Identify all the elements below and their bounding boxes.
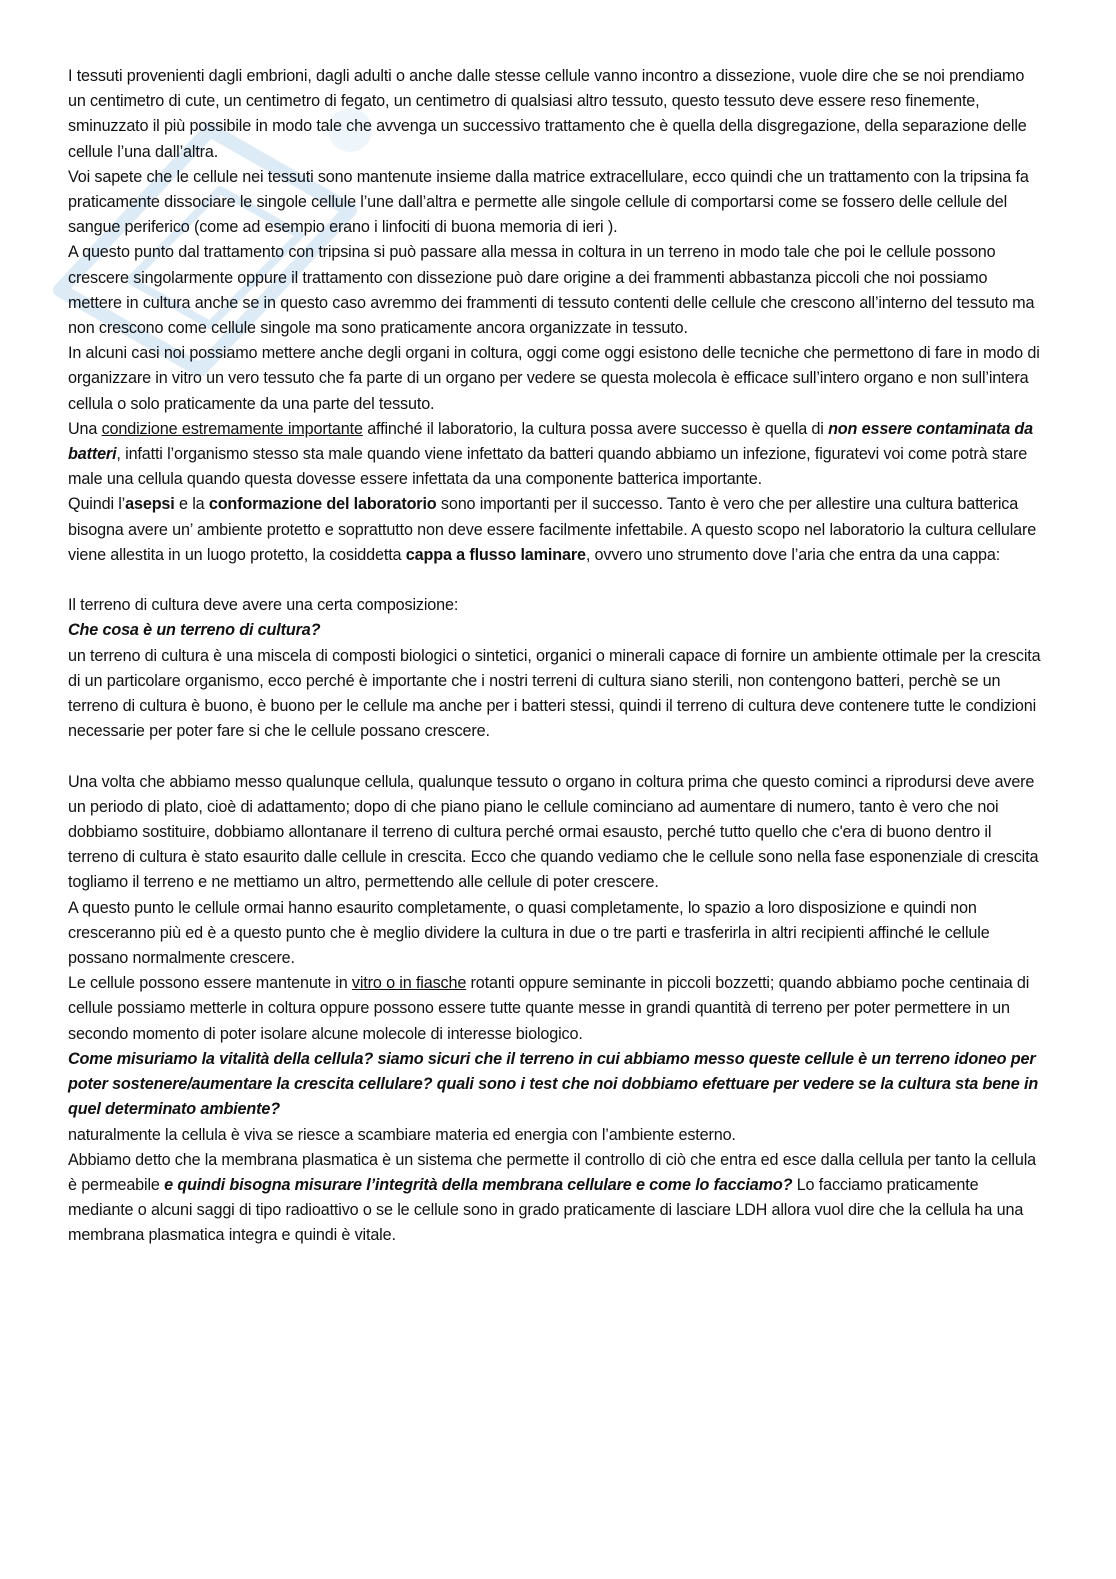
text-run: , infatti l’organismo stesso sta male quando viene infettato da batteri quando abbiamo un infezione, figuratevi voi come potrà stare male una cellula quando questa dovesse essere infettata da una componente batterica importante. xyxy=(68,445,1028,489)
paragraph-dissezione xyxy=(68,64,1044,165)
paragraph-fiasche xyxy=(68,971,1044,1047)
paragraph-domanda-vitalita xyxy=(68,1047,1044,1123)
underlined-text-run: vitro o in fiasche xyxy=(351,974,467,993)
text-run: Abbiamo detto che la membrana plasmatica è un sistema che permette il controllo di ciò che entra ed esce dalla cellula per tanto la cellula è permeabile xyxy=(68,1150,1037,1194)
text-run: Le cellule possono essere mantenute in xyxy=(68,974,352,993)
paragraph-composizione xyxy=(68,593,1044,618)
text-run: un terreno di cultura è una miscela di composti biologici o sintetici, organici o minerali capace di fornire un ambiente ottimale per la crescita di un particolare organismo, ecco perché è importante che i nostri terreni di cultura siano sterili, non contengono batteri, perchè se un terreno di cultura è buono, è buono per le cellule ma anche per i batteri stessi, quindi il terreno di cultura deve contenere tutte le condizioni necessarie per poter fare si che le cellule possano crescere. xyxy=(68,646,1041,741)
text-run: sono importanti per il successo. Tanto è vero che per allestire una cultura batterica bisogna avere un’ ambiente protetto e soprattutto non deve essere facilmente infettabile. A questo scopo nel laboratorio la cultura cellulare viene allestita in un luogo protetto, la cosiddetta xyxy=(68,495,1037,564)
text-run: A questo punto le cellule ormai hanno esaurito completamente, o quasi completamente, lo spazio a loro disposizione e quindi non cresceranno più ed è a questo punto che è meglio dividere la cultura in due o tre parti e trasferirla in altri recipienti affinché le cellule possano normalmente crescere. xyxy=(68,898,990,968)
text-run: Quindi l’ xyxy=(68,495,126,514)
paragraph-matrice xyxy=(68,165,1044,241)
paragraph-spacer xyxy=(68,568,1044,593)
paragraph-membrana xyxy=(68,1148,1044,1249)
paragraph-plato xyxy=(68,770,1044,896)
paragraph-tripsina xyxy=(68,240,1044,341)
bold-italic-text-run: Che cosa è un terreno di cultura? xyxy=(68,621,321,640)
paragraph-spacer xyxy=(68,744,1044,769)
text-run: Voi sapete che le cellule nei tessuti sono mantenute insieme dalla matrice extracellulare, ecco quindi che un trattamento con la tripsina fa praticamente dissociare le singole cellule l’une dall’altra e permette alle singole cellule di comportarsi come se fossero delle cellule del sangue periferico (come ad esempio erano i linfociti di buona memoria di ieri ). xyxy=(68,167,1029,237)
text-run: Il terreno di cultura deve avere una certa composizione: xyxy=(68,596,459,615)
paragraph-organi xyxy=(68,341,1044,417)
paragraph-domanda-terreno xyxy=(68,618,1044,643)
bold-italic-text-run: e quindi bisogna misurare l’integrità della membrana cellulare e come lo facciamo? xyxy=(164,1175,793,1194)
text-run: Lo facciamo praticamente mediante o alcuni saggi di tipo radioattivo o se le cellule sono in grado praticamente di lasciare LDH allora vuol dire che la cellula ha una membrana plasmatica integra e quindi è vitale. xyxy=(68,1175,1024,1245)
bold-text-run: conformazione del laboratorio xyxy=(208,495,437,514)
underlined-text-run: condizione estremamente importante xyxy=(101,419,363,438)
text-run: Una xyxy=(68,419,102,438)
text-run: , ovvero uno strumento dove l’aria che entra da una cappa: xyxy=(585,545,1001,564)
bold-text-run: cappa a flusso laminare xyxy=(405,545,586,564)
paragraph-viva xyxy=(68,1123,1044,1148)
text-run: rotanti oppure seminante in piccoli bozzetti; quando abbiamo poche centinaia di cellule possiamo metterle in coltura oppure possono essere tutte quante messe in grandi quantità di terreno per poter permettere in un secondo momento di poter isolare alcune molecole di interesse biologico. xyxy=(68,974,1030,1043)
document-page xyxy=(68,64,1044,1249)
paragraph-contaminazione xyxy=(68,417,1044,493)
text-run: naturalmente la cellula è viva se riesce a scambiare materia ed energia con l’ambiente esterno. xyxy=(68,1125,736,1144)
text-run: e la xyxy=(174,495,209,514)
bold-italic-text-run: Come misuriamo la vitalità della cellula? siamo sicuri che il terreno in cui abbiamo messo queste cellule è un terreno idoneo per poter sostenere/aumentare la crescita cellulare? quali sono i test che noi dobbiamo efettuare per vedere se la cultura sta bene in quel determinato ambiente? xyxy=(68,1049,1039,1119)
paragraph-spazio xyxy=(68,896,1044,972)
text-run: A questo punto dal trattamento con tripsina si può passare alla messa in coltura in un terreno in modo tale che poi le cellule possono crescere singolarmente oppure il trattamento con dissezione può dare origine a dei frammenti abbastanza piccoli che noi possiamo mettere in cultura anche se in questo caso avremmo dei frammenti di tessuto contenti delle cellule che crescono all’interno del tessuto ma non crescono come cellule singole ma sono praticamente ancora organizzate in tessuto. xyxy=(68,243,1035,338)
bold-italic-text-run: non essere contaminata da batteri xyxy=(68,419,1034,464)
text-run: I tessuti provenienti dagli embrioni, dagli adulti o anche dalle stesse cellule vanno incontro a dissezione, vuole dire che se noi prendiamo un centimetro di cute, un centimetro di fegato, un centimetro di qualsiasi altro tessuto, questo tessuto deve essere reso finemente, sminuzzato il più possibile in modo tale che avvenga un successivo trattamento che è quella della disgregazione, della separazione delle cellule l’una dall’altra. xyxy=(68,67,1027,161)
text-run: Una volta che abbiamo messo qualunque cellula, qualunque tessuto o organo in coltura prima che questo cominci a riprodursi deve avere un periodo di plato, cioè di adattamento; dopo di che piano piano le cellule cominciano ad aumentare di numero, tanto è vero che noi dobbiamo sostituire, dobbiamo allontanare il terreno di cultura perché ormai esausto, perché tutto quello che c'era di buono dentro il terreno di cultura è stato esaurito dalle cellule in crescita. Ecco che quando vediamo che le cellule sono nella fase esponenziale di crescita togliamo il terreno e ne mettiamo un altro, permettendo alle cellule di poter crescere. xyxy=(68,772,1039,892)
paragraph-definizione-terreno xyxy=(68,644,1044,745)
text-run: affinché il laboratorio, la cultura possa avere successo è quella di xyxy=(362,419,829,438)
bold-text-run: asepsi xyxy=(125,495,175,514)
paragraph-asepsi xyxy=(68,492,1044,568)
text-run: In alcuni casi noi possiamo mettere anche degli organi in coltura, oggi come oggi esistono delle tecniche che permettono di fare in modo di organizzare in vitro un vero tessuto che fa parte di un organo per vedere se questa molecola è efficace sull’intero organo e non sull’intera cellula o solo praticamente da una parte del tessuto. xyxy=(68,344,1040,413)
